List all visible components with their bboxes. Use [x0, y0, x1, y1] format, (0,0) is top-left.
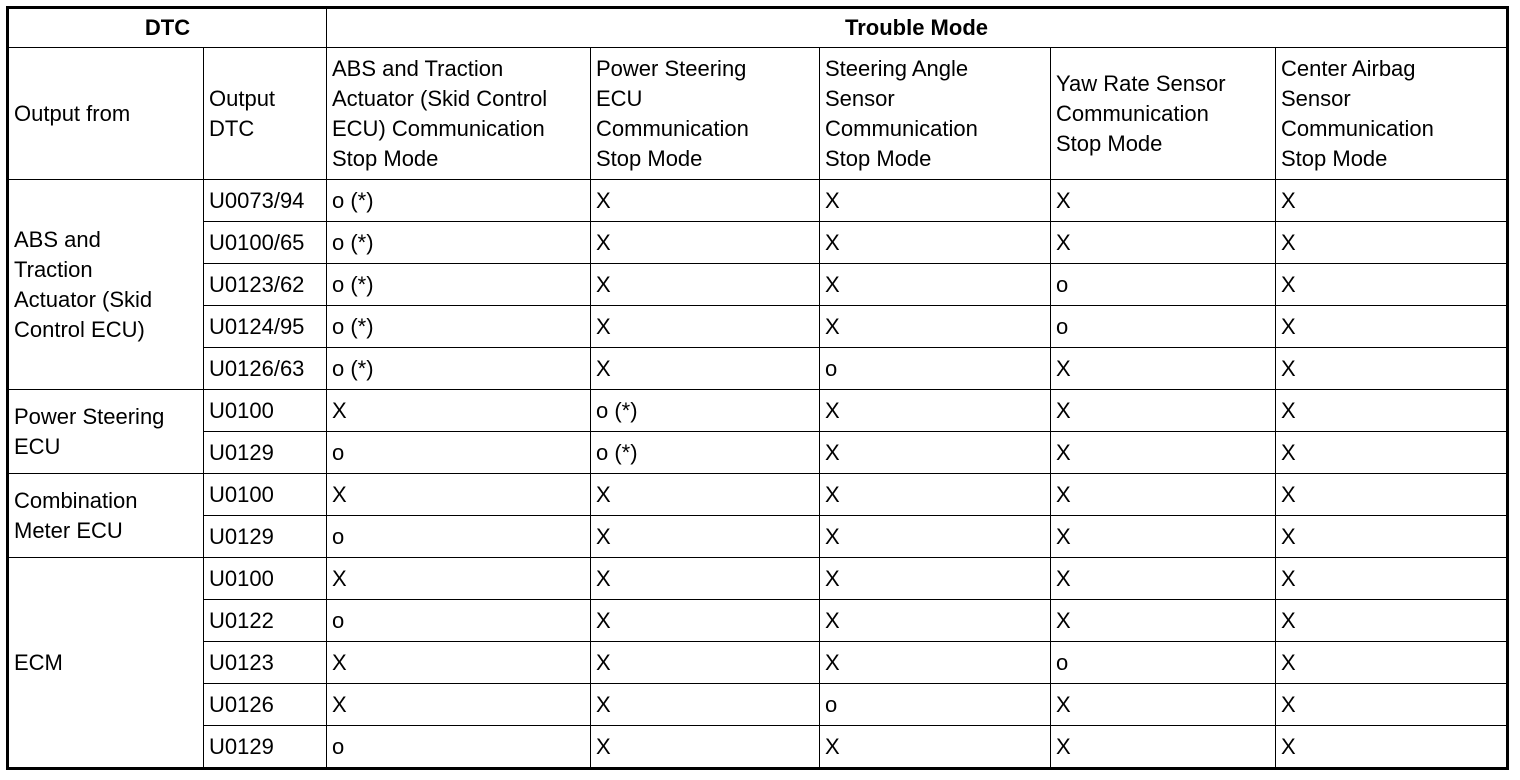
mode-value-cell: X	[1276, 642, 1508, 684]
output-from-cell: ECM	[8, 558, 204, 769]
mode-value-cell: X	[591, 558, 820, 600]
mode-value-cell: X	[820, 264, 1051, 306]
mode-value-cell: X	[591, 348, 820, 390]
output-from-header: Output from	[8, 48, 204, 180]
mode-value-cell: X	[591, 264, 820, 306]
mode-value-cell: X	[591, 306, 820, 348]
mode-value-cell: X	[591, 222, 820, 264]
mode-value-cell: X	[1051, 432, 1276, 474]
mode-value-cell: o (*)	[591, 432, 820, 474]
dtc-code-cell: U0123	[204, 642, 327, 684]
output-dtc-header: Output DTC	[204, 48, 327, 180]
dtc-code-cell: U0122	[204, 600, 327, 642]
mode-value-cell: X	[820, 390, 1051, 432]
dtc-code-cell: U0100/65	[204, 222, 327, 264]
mode-value-cell: X	[591, 600, 820, 642]
output-from-cell: ABS and Traction Actuator (Skid Control ECU)	[8, 180, 204, 390]
mode-value-cell: X	[1051, 180, 1276, 222]
table-row	[8, 474, 1508, 516]
output-from-cell: Power Steering ECU	[8, 390, 204, 474]
mode-value-cell: X	[591, 684, 820, 726]
mode-value-cell: X	[591, 180, 820, 222]
dtc-code-cell: U0129	[204, 726, 327, 769]
mode-value-cell: X	[1276, 558, 1508, 600]
mode-value-cell: X	[1276, 180, 1508, 222]
mode-value-cell: o (*)	[327, 180, 591, 222]
mode-value-cell: o	[327, 516, 591, 558]
mode-header-center-airbag: Center Airbag Sensor Communication Stop Mode	[1276, 48, 1508, 180]
mode-value-cell: X	[1051, 390, 1276, 432]
mode-value-cell: X	[327, 684, 591, 726]
mode-value-cell: o (*)	[327, 222, 591, 264]
mode-value-cell: o	[820, 348, 1051, 390]
trouble-mode-group-header: Trouble Mode	[327, 8, 1508, 48]
mode-value-cell: X	[820, 642, 1051, 684]
mode-value-cell: X	[1276, 600, 1508, 642]
output-from-cell: Combination Meter ECU	[8, 474, 204, 558]
table-row	[8, 684, 1508, 726]
dtc-trouble-mode-table	[6, 6, 1509, 770]
mode-value-cell: X	[591, 474, 820, 516]
mode-value-cell: o	[327, 432, 591, 474]
mode-value-cell: X	[1051, 600, 1276, 642]
mode-value-cell: o	[327, 600, 591, 642]
mode-value-cell: X	[1276, 390, 1508, 432]
mode-value-cell: X	[591, 516, 820, 558]
mode-value-cell: X	[820, 180, 1051, 222]
mode-value-cell: X	[1051, 222, 1276, 264]
table-row	[8, 180, 1508, 222]
mode-value-cell: o	[327, 726, 591, 769]
mode-value-cell: X	[820, 600, 1051, 642]
mode-value-cell: X	[591, 726, 820, 769]
mode-value-cell: o	[1051, 642, 1276, 684]
dtc-code-cell: U0129	[204, 432, 327, 474]
mode-value-cell: X	[1051, 726, 1276, 769]
mode-value-cell: X	[1276, 474, 1508, 516]
dtc-group-header: DTC	[8, 8, 327, 48]
mode-value-cell: X	[820, 222, 1051, 264]
mode-value-cell: X	[1051, 684, 1276, 726]
dtc-code-cell: U0100	[204, 558, 327, 600]
dtc-code-cell: U0100	[204, 474, 327, 516]
mode-value-cell: X	[327, 558, 591, 600]
mode-value-cell: X	[1276, 348, 1508, 390]
table-body	[8, 180, 1508, 769]
mode-value-cell: X	[820, 306, 1051, 348]
mode-value-cell: X	[591, 642, 820, 684]
mode-header-yaw-rate: Yaw Rate Sensor Communication Stop Mode	[1051, 48, 1276, 180]
table-row	[8, 264, 1508, 306]
mode-value-cell: o	[820, 684, 1051, 726]
dtc-code-cell: U0129	[204, 516, 327, 558]
dtc-code-cell: U0073/94	[204, 180, 327, 222]
mode-value-cell: X	[820, 432, 1051, 474]
table-row	[8, 348, 1508, 390]
table-row	[8, 516, 1508, 558]
table-row	[8, 222, 1508, 264]
table-row	[8, 600, 1508, 642]
mode-value-cell: X	[1051, 474, 1276, 516]
mode-value-cell: X	[1051, 516, 1276, 558]
mode-value-cell: X	[327, 474, 591, 516]
mode-value-cell: o	[1051, 306, 1276, 348]
group-header-row	[8, 8, 1508, 48]
mode-value-cell: X	[327, 642, 591, 684]
table-row	[8, 726, 1508, 769]
mode-value-cell: o	[1051, 264, 1276, 306]
mode-value-cell: X	[1276, 432, 1508, 474]
table-row	[8, 306, 1508, 348]
mode-header-power-steering: Power Steering ECU Communication Stop Mode	[591, 48, 820, 180]
dtc-code-cell: U0100	[204, 390, 327, 432]
table-row	[8, 432, 1508, 474]
mode-value-cell: X	[1276, 306, 1508, 348]
mode-value-cell: X	[327, 390, 591, 432]
mode-value-cell: X	[1051, 558, 1276, 600]
mode-value-cell: o (*)	[327, 264, 591, 306]
mode-value-cell: X	[820, 726, 1051, 769]
mode-value-cell: o (*)	[327, 348, 591, 390]
mode-header-steering-angle: Steering Angle Sensor Communication Stop Mode	[820, 48, 1051, 180]
mode-value-cell: X	[1276, 726, 1508, 769]
mode-value-cell: X	[1051, 348, 1276, 390]
dtc-code-cell: U0126	[204, 684, 327, 726]
mode-value-cell: X	[820, 474, 1051, 516]
mode-value-cell: X	[820, 516, 1051, 558]
mode-value-cell: X	[1276, 264, 1508, 306]
mode-value-cell: X	[1276, 222, 1508, 264]
mode-value-cell: X	[820, 558, 1051, 600]
mode-value-cell: o (*)	[591, 390, 820, 432]
table-row	[8, 390, 1508, 432]
mode-header-abs: ABS and Traction Actuator (Skid Control ECU) Communication Stop Mode	[327, 48, 591, 180]
column-header-row	[8, 48, 1508, 180]
mode-value-cell: X	[1276, 684, 1508, 726]
mode-value-cell: X	[1276, 516, 1508, 558]
mode-value-cell: o (*)	[327, 306, 591, 348]
table-row	[8, 642, 1508, 684]
dtc-code-cell: U0126/63	[204, 348, 327, 390]
dtc-code-cell: U0123/62	[204, 264, 327, 306]
dtc-code-cell: U0124/95	[204, 306, 327, 348]
table-row	[8, 558, 1508, 600]
